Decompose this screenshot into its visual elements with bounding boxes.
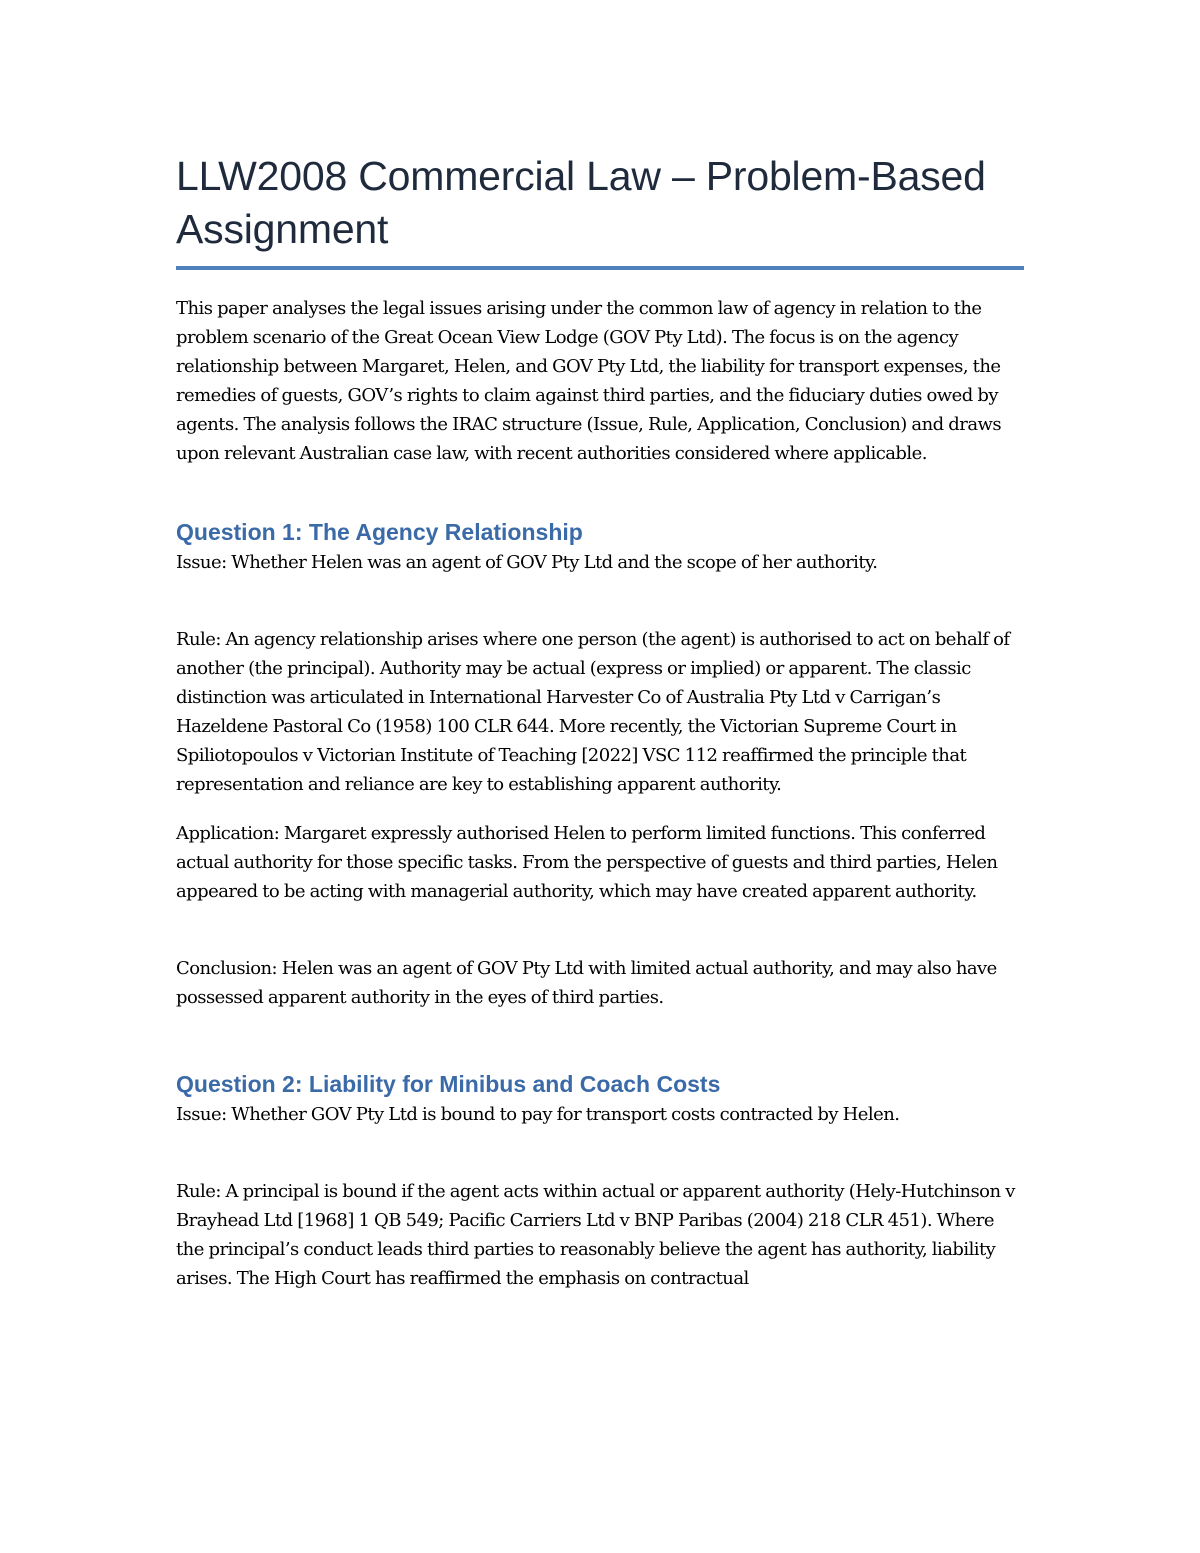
- document-body: [176, 150, 1026, 1293]
- section-heading: Question 1: The Agency Relationship: [176, 519, 583, 545]
- intro-paragraph: This paper analyses the legal issues arising under the common law of agency in relation to the problem scenario of the Great Ocean View Lodge (GOV Pty Ltd). The focus is on the agency relationship between Margaret, Helen, and GOV Pty Ltd, the liability for transport expenses, the remedies of guests, GOV’s rights to claim against third parties, and the fiduciary duties owed by agents. The analysis follows the IRAC structure (Issue, Rule, Application, Conclusion) and draws upon relevant Australian case law, with recent authorities considered where applicable.: [176, 298, 1002, 464]
- issue-paragraph: Issue: Whether GOV Pty Ltd is bound to pay for transport costs contracted by Helen.: [176, 1104, 900, 1125]
- section-question-1: [176, 516, 1026, 1012]
- section-heading: Question 2: Liability for Minibus and Coach Costs: [176, 1071, 721, 1097]
- application-paragraph: Application: Margaret expressly authorised Helen to perform limited functions. This conferred actual authority for those specific tasks. From the perspective of guests and third parties, Helen appeared to be acting with managerial authority, which may have created apparent authority.: [176, 823, 998, 902]
- conclusion-paragraph: Conclusion: Helen was an agent of GOV Pty Ltd with limited actual authority, and may also have possessed apparent authority in the eyes of third parties.: [176, 958, 997, 1008]
- rule-paragraph: Rule: A principal is bound if the agent acts within actual or apparent authority (Hely-Hutchinson v Brayhead Ltd [1968] 1 QB 549; Pacific Carriers Ltd v BNP Paribas (2004) 218 CLR 451). Where the principal’s conduct leads third parties to reasonably believe the agent has authority, liability arises. The High Court has reaffirmed the emphasis on contractual: [176, 1181, 1015, 1289]
- rule-paragraph: Rule: An agency relationship arises where one person (the agent) is authorised to act on behalf of another (the principal). Authority may be actual (express or implied) or apparent. The classic distinction was articulated in International Harvester Co of Australia Pty Ltd v Carrigan’s Hazeldene Pastoral Co (1958) 100 CLR 644. More recently, the Victorian Supreme Court in Spiliotopoulos v Victorian Institute of Teaching [2022] VSC 112 reaffirmed the principle that representation and reliance are key to establishing apparent authority.: [176, 629, 1010, 795]
- title-underline: [176, 266, 1024, 270]
- issue-paragraph: Issue: Whether Helen was an agent of GOV Pty Ltd and the scope of her authority.: [176, 552, 878, 573]
- document-title: LLW2008 Commercial Law – Problem-Based Assignment: [176, 153, 986, 252]
- section-question-2: [176, 1068, 1026, 1293]
